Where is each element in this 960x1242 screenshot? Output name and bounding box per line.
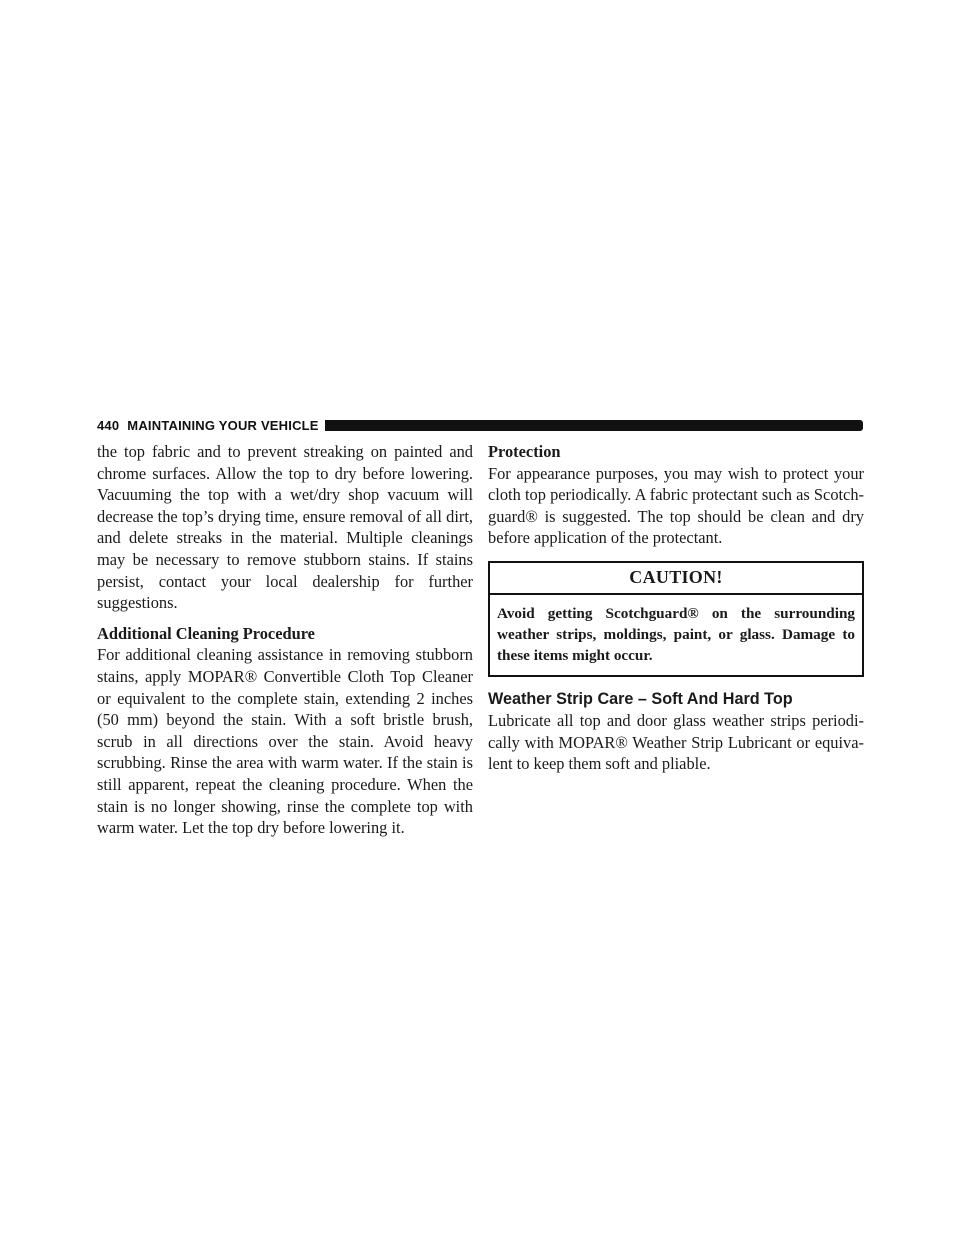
left-column [97,441,473,839]
page-number: 440 [97,417,120,433]
header-rule [325,420,863,431]
protection-heading: Protection [488,442,561,461]
caution-title: CAUTION! [490,563,862,595]
caution-box [488,561,864,677]
right-column [488,441,864,775]
additional-cleaning-paragraph: For additional cleaning assistance in removing stubborn stains, apply MOPAR® Convertible Cloth Top Cleaner or equivalent to the complete stain, extending 2 inches (50 mm) beyond the stain. With a soft bristle brush, scrub in all directions over the stain. Avoid heavy scrubbing. Rinse the area with warm water. If the stain is still apparent, repeat the cleaning procedure. When the stain is no longer showing, rinse the complete top with warm water. Let the top dry before lowering it. [97,645,473,838]
page-header [97,417,863,433]
section-title: MAINTAINING YOUR VEHICLE [127,417,319,433]
weather-strip-paragraph: Lubricate all top and door glass weather strips periodi-cally with MOPAR® Weather Strip Lubricant or equiva-lent to keep them soft and pliable. [488,710,864,774]
additional-cleaning-heading: Additional Cleaning Procedure [97,623,315,643]
weather-strip-heading: Weather Strip Care – Soft And Hard Top [488,689,793,708]
protection-paragraph: For appearance purposes, you may wish to protect your cloth top periodically. A fabric protectant such as Scotch-guard® is suggested. The top should be clean and dry before application of the protectant. [488,463,864,548]
intro-paragraph: the top fabric and to prevent streaking on painted and chrome surfaces. Allow the top to dry before lowering. Vacuuming the top with a wet/dry shop vacuum will decrease the top’s drying time, ensure removal of all dirt, and delete streaks in the material. Multiple cleanings may be necessary to remove stubborn stains. If stains persist, contact your local dealership for further suggestions. [97,442,473,613]
caution-body: Avoid getting Scotchguard® on the surrounding weather strips, moldings, paint, or glass. Damage to these items might occur. [497,604,855,664]
